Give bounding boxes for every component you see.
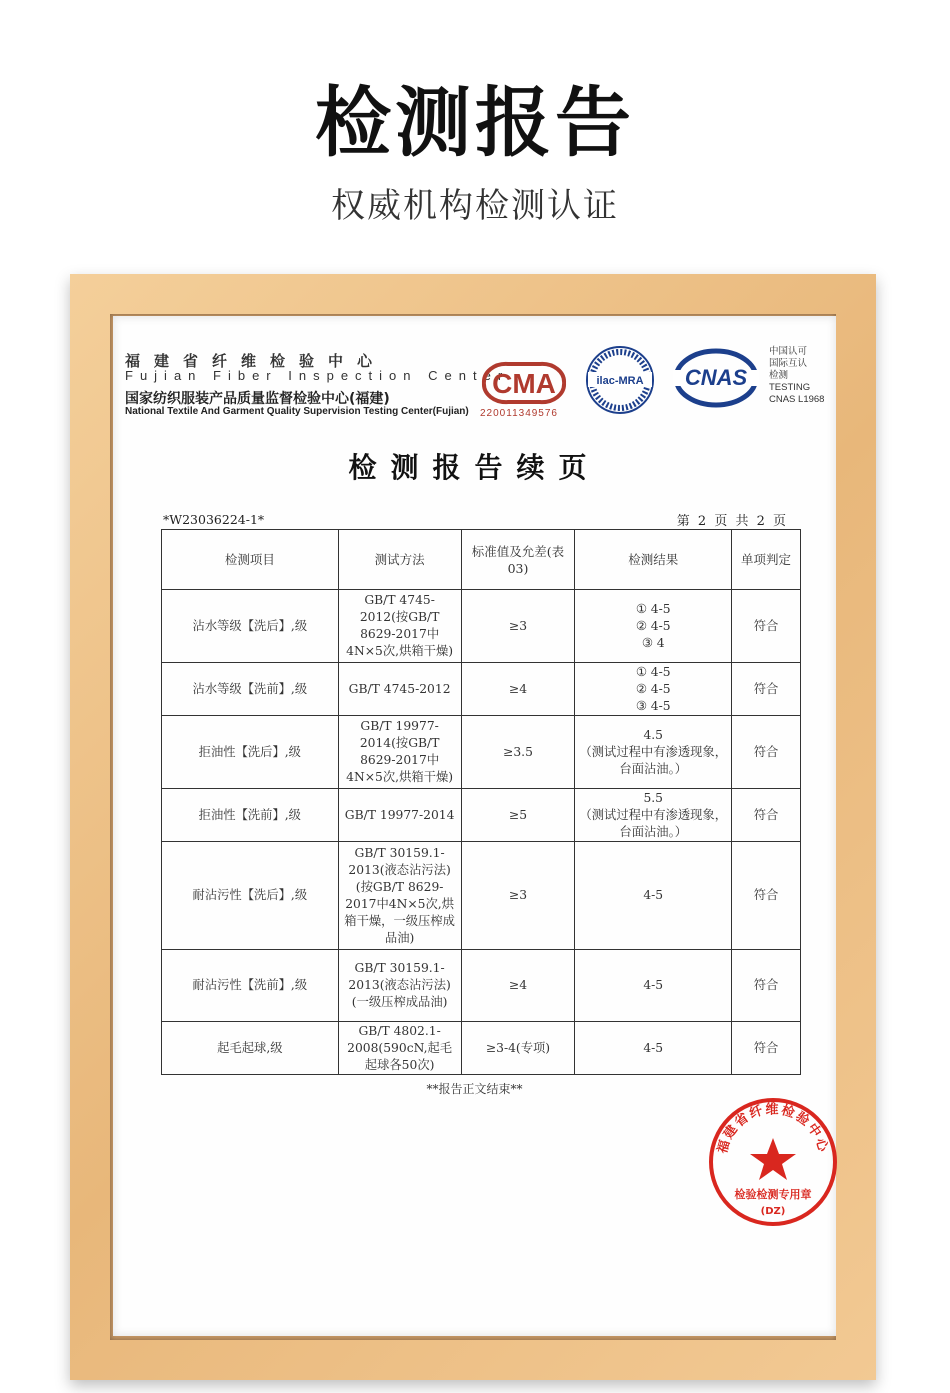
cell-standard: ≥3 (461, 842, 575, 950)
cell-test-item: 起毛起球,级 (162, 1022, 339, 1075)
table-row (162, 590, 801, 663)
table-header-row (162, 530, 801, 590)
cnas-line: CNAS L1968 (769, 394, 825, 405)
table-row (162, 716, 801, 789)
cell-test-item: 沾水等级【洗后】,级 (162, 590, 339, 663)
cell-test-method: GB/T 30159.1-2013(液态沾污法)(一级压榨成品油) (338, 950, 461, 1022)
header-result: 检测结果 (575, 530, 732, 590)
header-test-method: 测试方法 (338, 530, 461, 590)
cell-verdict: 符合 (732, 590, 801, 663)
cell-result: 5.5 （测试过程中有渗透现象，台面沾油。） (575, 789, 732, 842)
report-end-note: **报告正文结束** (426, 1082, 523, 1096)
ilac-logo-text: ilac-MRA (596, 375, 644, 387)
cell-standard: ≥3 (461, 590, 575, 663)
cell-test-item: 耐沾污性【洗前】,级 (162, 950, 339, 1022)
cell-test-method: GB/T 4745-2012(按GB/T 8629-2017中4N×5次,烘箱干燥) (338, 590, 461, 663)
cell-verdict: 符合 (732, 842, 801, 950)
seal-code: (DZ) (760, 1206, 786, 1217)
cell-verdict: 符合 (732, 789, 801, 842)
ilac-mra-logo (583, 344, 657, 416)
official-seal (705, 1094, 841, 1230)
page-title: 检测报告 (315, 78, 635, 167)
cma-number: 220011349576 (480, 408, 558, 419)
table-row (162, 842, 801, 950)
cell-result: ① 4-5 ② 4-5 ③ 4 (575, 590, 732, 663)
header-test-item: 检测项目 (162, 530, 339, 590)
cell-result: 4.5 （测试过程中有渗透现象，台面沾油。） (575, 716, 732, 789)
cell-test-method: GB/T 19977-2014 (338, 789, 461, 842)
table-body (162, 590, 801, 1075)
page-subtitle: 权威机构检测认证 (331, 186, 619, 226)
table-row (162, 950, 801, 1022)
cell-verdict: 符合 (732, 716, 801, 789)
report-title: 检测报告续页 (348, 451, 601, 484)
cell-standard: ≥3.5 (461, 716, 575, 789)
cell-verdict: 符合 (732, 950, 801, 1022)
cma-logo-text: CMA (492, 368, 556, 399)
cell-standard: ≥5 (461, 789, 575, 842)
report-paper (113, 316, 836, 1336)
report-number: *W23036224-1* (163, 512, 265, 527)
cell-test-item: 拒油性【洗前】,级 (162, 789, 339, 842)
cell-standard: ≥3-4(专项) (461, 1022, 575, 1075)
cell-standard: ≥4 (461, 950, 575, 1022)
cell-standard: ≥4 (461, 663, 575, 716)
cell-test-method: GB/T 4802.1-2008(590cN,起毛起球各50次) (338, 1022, 461, 1075)
cell-verdict: 符合 (732, 1022, 801, 1075)
cnas-line: 中国认可 (769, 346, 808, 357)
cell-test-method: GB/T 30159.1-2013(液态沾污法)(按GB/T 8629-2017中4N×5次,烘箱干燥，一级压榨成品油) (338, 842, 461, 950)
center-name-en: National Textile And Garment Quality Supervision Testing Center(Fujian) (125, 406, 469, 417)
center-name-cn: 国家纺织服装产品质量监督检验中心(福建) (125, 391, 390, 407)
cell-test-item: 沾水等级【洗前】,级 (162, 663, 339, 716)
cma-logo (478, 360, 570, 406)
cell-result: 4-5 (575, 950, 732, 1022)
cnas-logo-text: CNAS (684, 365, 748, 390)
cell-result: 4-5 (575, 1022, 732, 1075)
svg-text:福建省纤维检验中心: 福建省纤维检验中心 (715, 1102, 831, 1156)
cell-result: 4-5 (575, 842, 732, 950)
test-results-table (161, 529, 801, 1075)
header-verdict: 单项判定 (732, 530, 801, 590)
cell-test-method: GB/T 4745-2012 (338, 663, 461, 716)
cell-test-item: 耐沾污性【洗后】,级 (162, 842, 339, 950)
cell-test-method: GB/T 19977-2014(按GB/T 8629-2017中4N×5次,烘箱干燥) (338, 716, 461, 789)
header-standard: 标准值及允差(表03) (461, 530, 575, 590)
cnas-logo (673, 348, 759, 408)
page-indicator: 第 2 页 共 2 页 (676, 514, 788, 529)
org-name-cn: 福建省纤维检验中心 (125, 352, 387, 370)
cnas-accreditation-text (769, 346, 824, 406)
cell-result: ① 4-5 ② 4-5 ③ 4-5 (575, 663, 732, 716)
org-name-en: Fujian Fiber Inspection Center (125, 368, 510, 383)
cell-test-item: 拒油性【洗后】,级 (162, 716, 339, 789)
cell-verdict: 符合 (732, 663, 801, 716)
table-row (162, 663, 801, 716)
table-row (162, 1022, 801, 1075)
table-row (162, 789, 801, 842)
cnas-line: 检测 (769, 370, 789, 381)
cnas-line: TESTING (769, 382, 811, 393)
seal-label: 检验检测专用章 (734, 1188, 812, 1201)
cnas-line: 国际互认 (769, 358, 808, 369)
